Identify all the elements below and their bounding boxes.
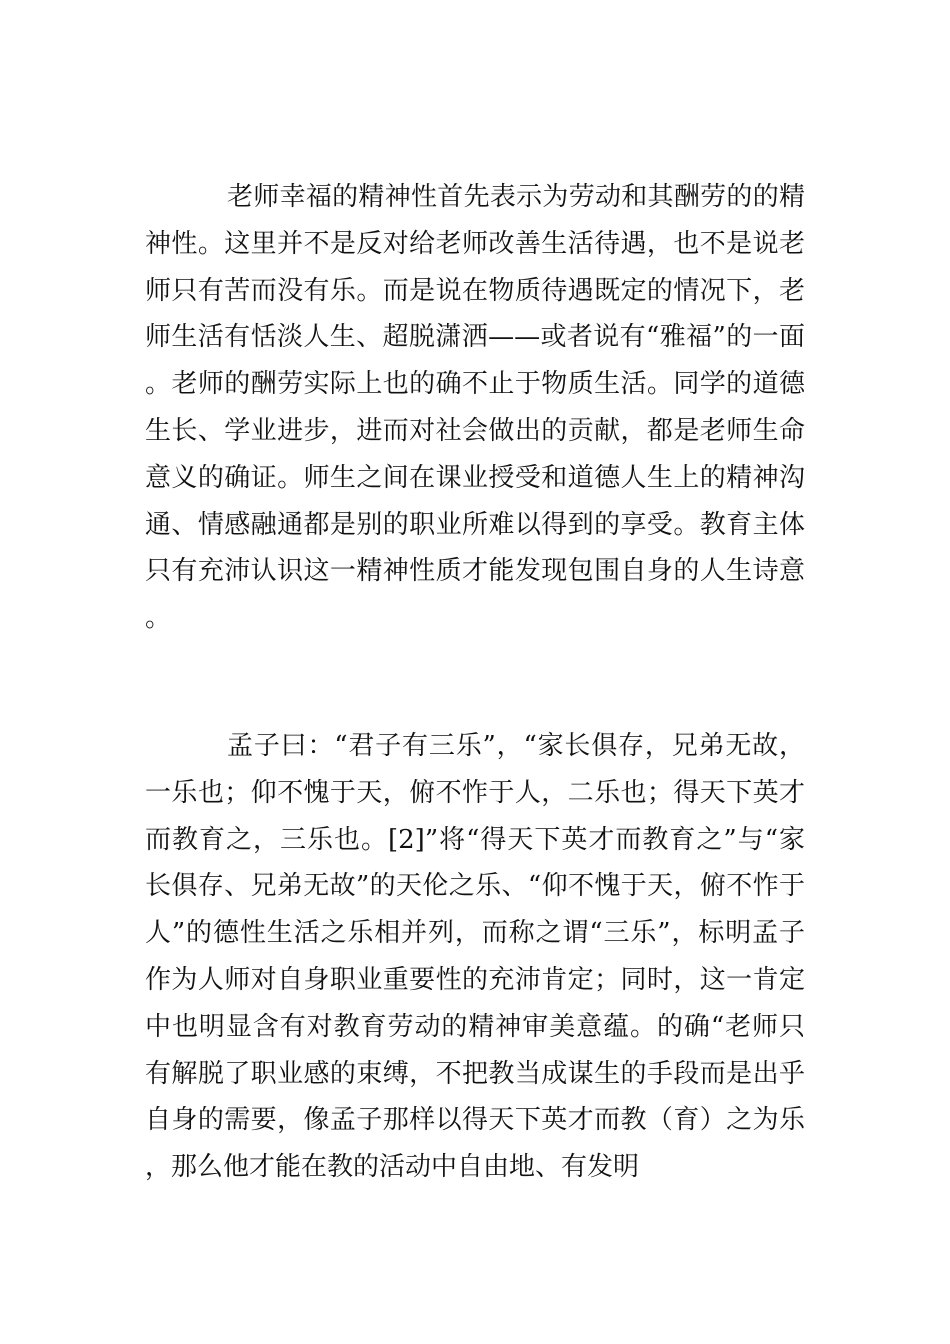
body-paragraph-2: 孟子曰：“君子有三乐”，“家长俱存，兄弟无故，一乐也；仰不愧于天，俯不怍于人，二乐也；得天下英才而教育之，三乐也。[2]”将“得天下英才而教育之”与“家长俱存、兄弟无故”的天伦之乐、“仰不愧于天，俯不怍于人”的德性生活之乐相并列，而称之谓“三乐”，标明孟子作为人师对自身职业重要性的充沛肯定；同时，这一肯定中也明显含有对教育劳动的精神审美意蕴。的确“老师只有解脱了职业感的束缚，不把教当成谋生的手段而是出乎自身的需要，像孟子那样以得天下英才而教（育）之为乐，那么他才能在教的活动中自由地、有发明	[145, 731, 805, 1183]
body-paragraph-1: 老师幸福的精神性首先表示为劳动和其酬劳的的精神性。这里并不是反对给老师改善生活待遇，也不是说老师只有苦而没有乐。而是说在物质待遇既定的情况下，老师生活有恬淡人生、超脱潇洒——或者说有“雅福”的一面。老师的酬劳实际上也的确不止于物质生活。同学的道德生长、学业进步，进而对社会做出的贡献，都是老师生命意义的确证。师生之间在课业授受和道德人生上的精神沟通、情感融通都是别的职业所难以得到的享受。教育主体只有充沛认识这一精神性质才能发现包围自身的人生诗意。	[145, 182, 805, 634]
